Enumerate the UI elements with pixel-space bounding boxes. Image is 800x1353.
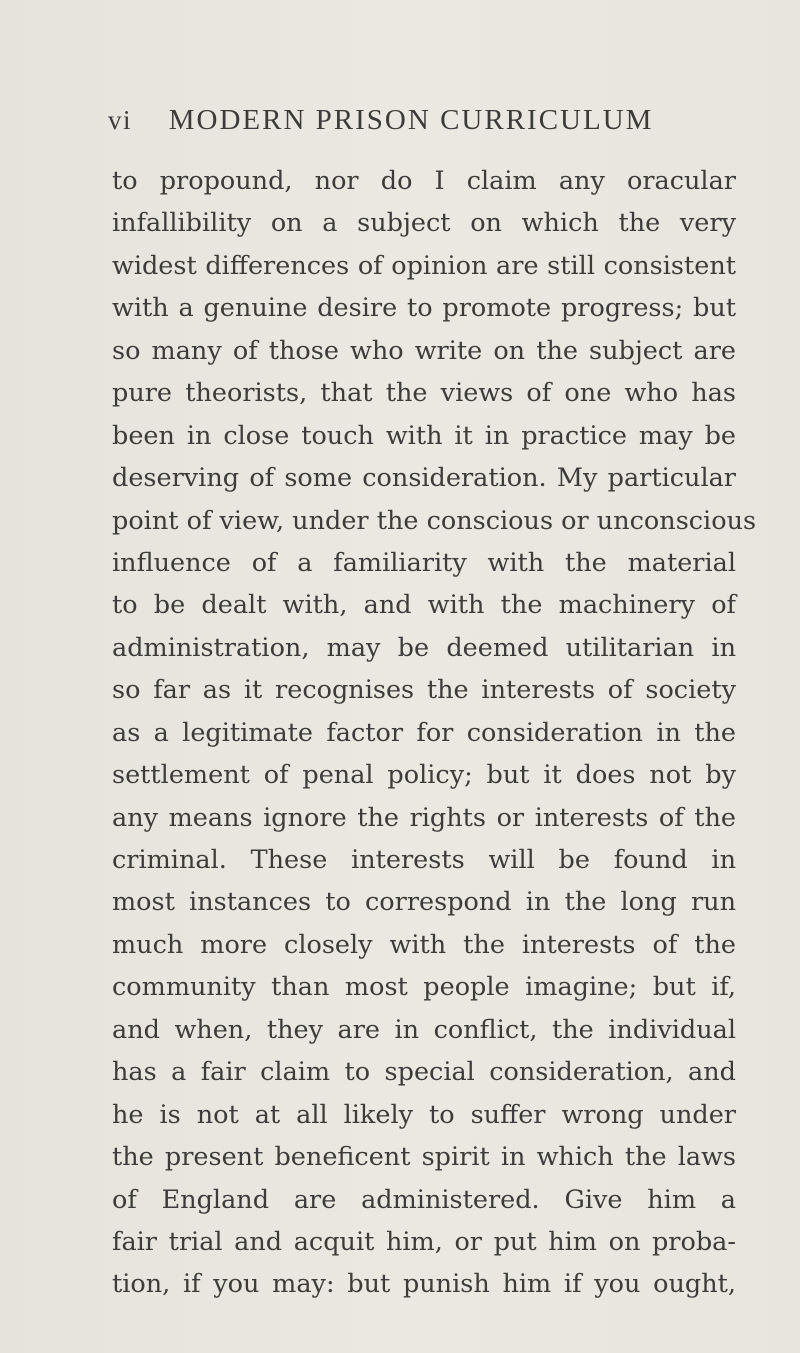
text-line: as a legitimate factor for consideration in the bbox=[112, 717, 736, 748]
text-line: deserving of some consideration. My particular bbox=[112, 463, 736, 494]
text-line: community than most people imagine; but if, bbox=[112, 972, 736, 1003]
text-line: much more closely with the interests of the bbox=[112, 929, 736, 960]
text-line: to propound, nor do I claim any oracular bbox=[112, 166, 736, 196]
running-title: MODERN PRISON CURRICULUM bbox=[168, 104, 654, 136]
text-line: widest differences of opinion are still consistent bbox=[112, 250, 736, 281]
text-line: so many of those who write on the subject are bbox=[112, 335, 736, 366]
text-line: any means ignore the rights or interests of the bbox=[112, 802, 736, 833]
text-line: criminal. These interests will be found in bbox=[112, 845, 736, 875]
text-line: with a genuine desire to promote progress; but bbox=[112, 293, 736, 324]
text-line: has a fair claim to special consideration, and bbox=[112, 1057, 736, 1088]
text-line: infallibility on a subject on which the very bbox=[112, 208, 736, 239]
text-line: been in close touch with it in practice may be bbox=[112, 420, 736, 451]
text-line: most instances to correspond in the long run bbox=[112, 887, 736, 918]
text-line: so far as it recognises the interests of society bbox=[112, 675, 736, 706]
text-line: he is not at all likely to suffer wrong under bbox=[112, 1099, 736, 1130]
body-text bbox=[112, 160, 757, 1306]
text-line: tion, if you may: but punish him if you ought, bbox=[112, 1269, 736, 1300]
text-line: the present beneficent spirit in which the laws bbox=[112, 1142, 736, 1173]
text-line: fair trial and acquit him, or put him on proba- bbox=[112, 1226, 736, 1257]
text-line: administration, may be deemed utilitarian in bbox=[112, 632, 736, 663]
text-line: settlement of penal policy; but it does not by bbox=[112, 760, 736, 791]
text-line: and when, they are in conflict, the individual bbox=[112, 1014, 736, 1045]
text-line: influence of a familiarity with the material bbox=[112, 547, 736, 578]
text-line: to be dealt with, and with the machinery of bbox=[112, 590, 736, 621]
text-line: of England are administered. Give him a bbox=[112, 1184, 736, 1215]
text-line: point of view, under the conscious or unconscious bbox=[112, 505, 757, 536]
running-head bbox=[108, 104, 668, 144]
text-line: pure theorists, that the views of one who has bbox=[112, 378, 736, 409]
page-number: vi bbox=[108, 105, 133, 135]
